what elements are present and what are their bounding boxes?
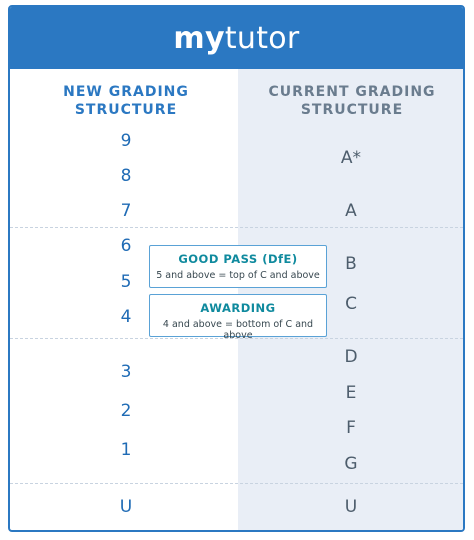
current-grade-f: F: [346, 418, 356, 438]
current-grade-d: D: [344, 347, 358, 367]
new-heading-line1: NEW GRADING: [63, 84, 189, 100]
mytutor-logo: [173, 21, 299, 56]
new-grade-5: 5: [120, 272, 132, 292]
logo-tutor: tutor: [224, 20, 300, 56]
new-grade-2: 2: [120, 401, 132, 421]
new-grade-3: 3: [120, 362, 132, 382]
divider-1: [10, 227, 463, 228]
new-grade-6: 6: [120, 236, 132, 256]
divider-3: [10, 483, 463, 484]
awarding-title: AWARDING: [200, 301, 276, 315]
good-pass-text: 5 and above = top of C and above: [156, 270, 320, 281]
new-grade-u: U: [119, 497, 133, 517]
logo-my: my: [173, 20, 225, 56]
awarding-text: 4 and above = bottom of C and above: [162, 319, 314, 341]
current-structure-heading: [252, 83, 452, 119]
current-grade-a: A: [345, 201, 357, 221]
awarding-callout: [149, 294, 327, 341]
new-grade-1: 1: [120, 440, 132, 460]
current-heading-line1: CURRENT GRADING: [268, 84, 436, 100]
good-pass-title: GOOD PASS (DfE): [178, 252, 298, 266]
current-grade-b: B: [345, 254, 357, 274]
new-structure-heading: [26, 83, 226, 119]
current-grade-g: G: [344, 454, 358, 474]
grading-comparison-table: [8, 5, 465, 532]
current-grade-a-star: A*: [340, 148, 362, 168]
current-grade-e: E: [345, 383, 357, 403]
header-bar: [10, 7, 463, 69]
new-heading-line2: STRUCTURE: [74, 102, 178, 118]
current-heading-line2: STRUCTURE: [300, 102, 404, 118]
current-grade-u: U: [344, 497, 358, 517]
new-grade-4: 4: [120, 307, 132, 327]
good-pass-callout: [149, 245, 327, 288]
new-grade-7: 7: [120, 201, 132, 221]
new-grade-8: 8: [120, 166, 132, 186]
new-grade-9: 9: [120, 131, 132, 151]
current-grade-c: C: [345, 294, 357, 314]
